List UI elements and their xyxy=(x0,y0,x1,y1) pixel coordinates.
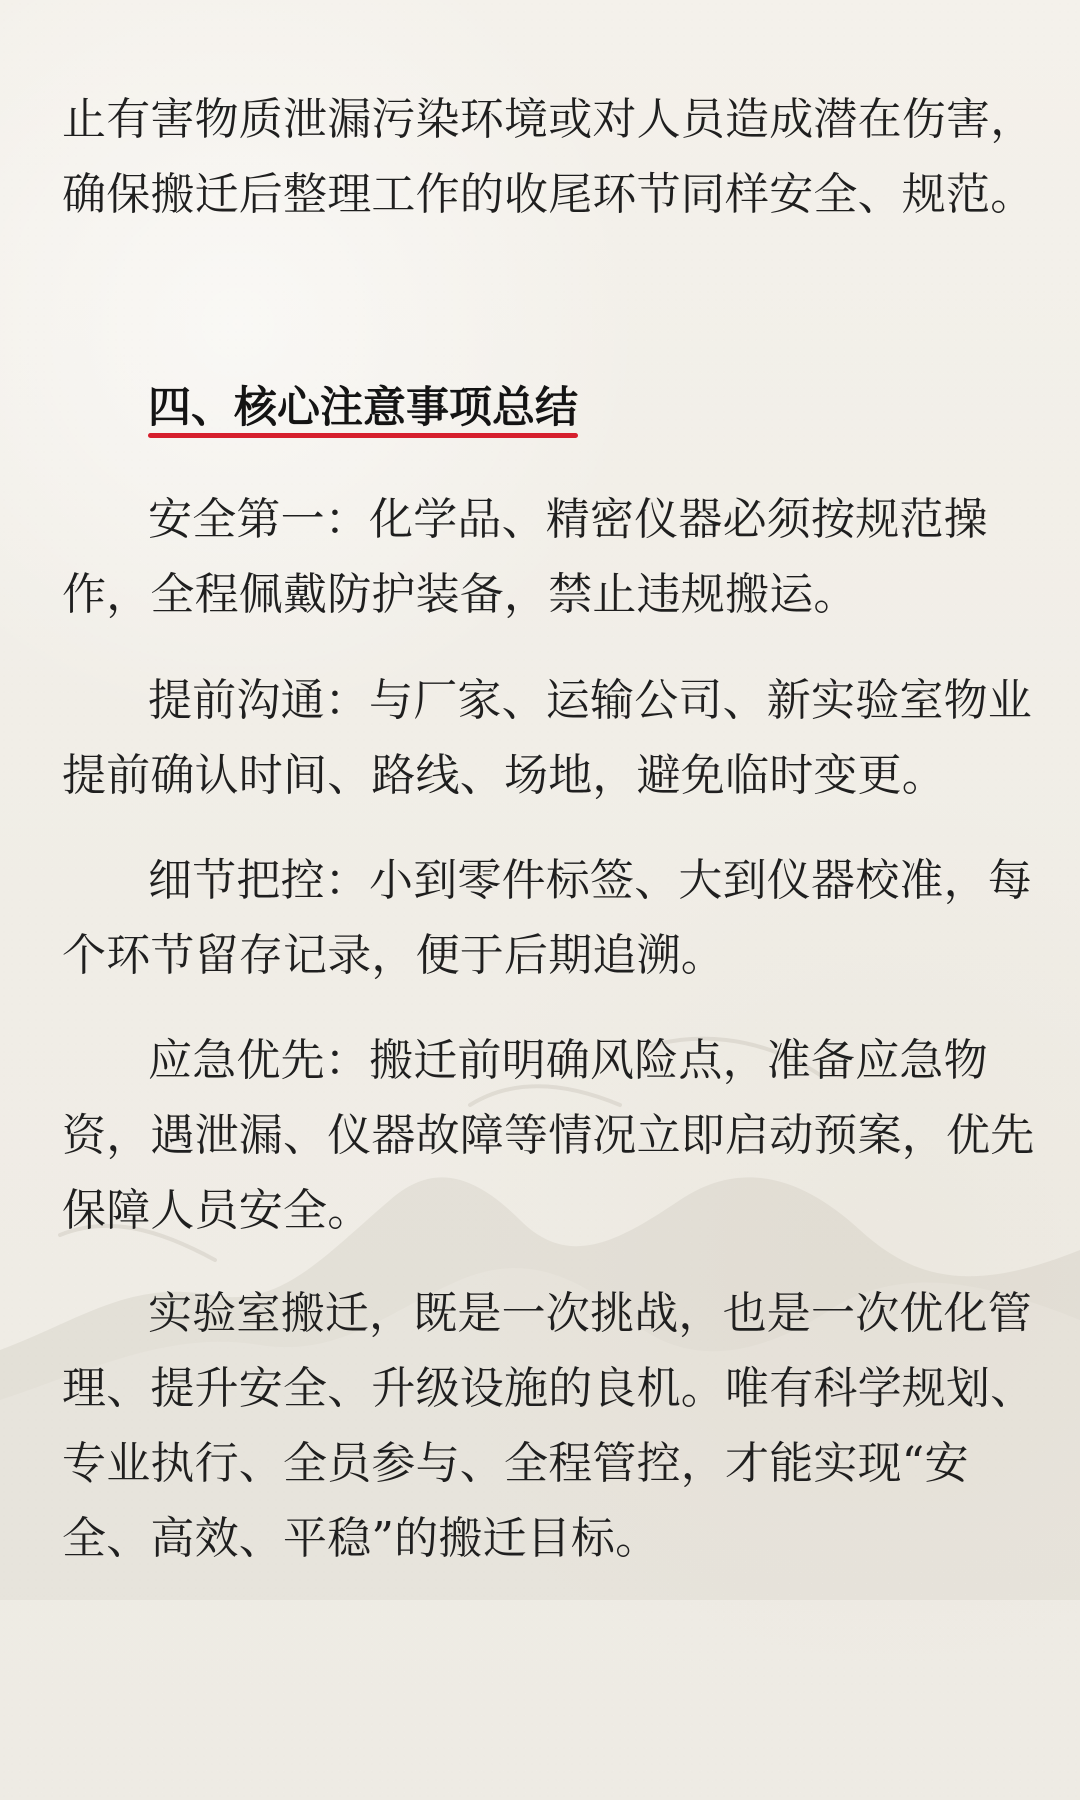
conclusion-line-2: 理、提升安全、升级设施的良机。唯有科学规划、 xyxy=(62,1363,1035,1414)
intro-paragraph xyxy=(62,82,1034,232)
note-item-emergency-priority xyxy=(62,1023,1034,1248)
note-item-detail-control-line-1: 细节把控：小到零件标签、大到仪器校准，每 xyxy=(148,855,1032,906)
note-item-safety-first-line-2: 作，全程佩戴防护装备，禁止违规搬运。 xyxy=(62,569,858,620)
section-heading xyxy=(148,378,578,438)
note-item-detail-control xyxy=(62,843,1032,993)
note-item-emergency-priority-line-1: 应急优先：搬迁前明确风险点，准备应急物 xyxy=(148,1035,988,1086)
section-title: 四、核心注意事项总结 xyxy=(148,383,578,433)
intro-line-2: 确保搬迁后整理工作的收尾环节同样安全、规范。 xyxy=(62,169,1035,220)
note-item-advance-communication-line-1: 提前沟通：与厂家、运输公司、新实验室物业 xyxy=(148,675,1032,726)
section-title-underline xyxy=(148,433,578,438)
note-item-detail-control-line-2: 个环节留存记录，便于后期追溯。 xyxy=(62,930,725,981)
note-item-safety-first-line-1: 安全第一：化学品、精密仪器必须按规范操 xyxy=(148,494,988,545)
conclusion-line-1: 实验室搬迁，既是一次挑战，也是一次优化管 xyxy=(148,1288,1032,1339)
note-item-advance-communication xyxy=(62,663,1032,813)
note-item-advance-communication-line-2: 提前确认时间、路线、场地，避免临时变更。 xyxy=(62,750,946,801)
note-item-safety-first xyxy=(62,482,988,632)
note-item-emergency-priority-line-3: 保障人员安全。 xyxy=(62,1185,372,1236)
intro-line-1: 止有害物质泄漏污染环境或对人员造成潜在伤害， xyxy=(62,94,1035,145)
note-item-emergency-priority-line-2: 资，遇泄漏、仪器故障等情况立即启动预案，优先 xyxy=(62,1110,1035,1161)
conclusion-paragraph xyxy=(62,1276,1034,1576)
conclusion-line-3: 专业执行、全员参与、全程管控，才能实现“安 xyxy=(62,1438,969,1489)
conclusion-line-4: 全、高效、平稳”的搬迁目标。 xyxy=(62,1513,660,1564)
